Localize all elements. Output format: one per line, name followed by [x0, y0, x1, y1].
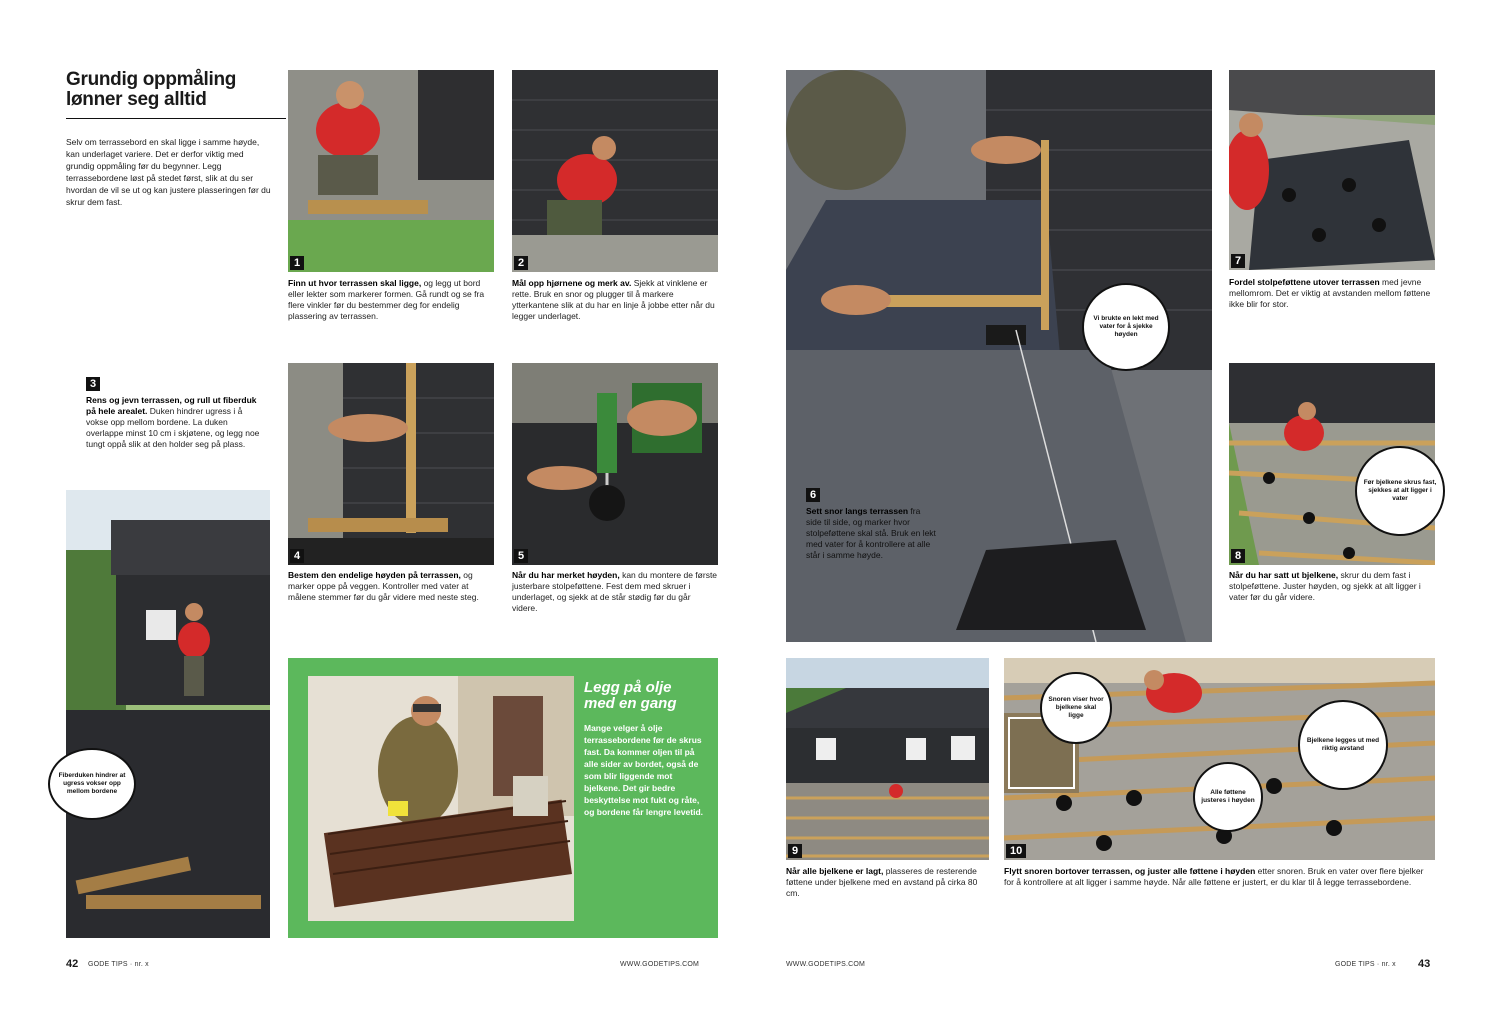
photo-step-4	[288, 363, 494, 565]
photo-step-7	[1229, 70, 1435, 270]
step-number-5: 5	[514, 549, 528, 563]
page-number-left: 42	[66, 958, 79, 970]
oil-tip-title: Legg på olje med en gang	[584, 679, 677, 712]
step-number-7: 7	[1231, 254, 1245, 268]
caption-step-3: Rens og jevn terrassen, og rull ut fiberduk på hele arealet. Duken hindrer ugress i å vokse opp mellom bordene. La duken overlappe minst 10 cm i skjøtene, og legg noe tungt oppå slik at den holder seg på plass.	[86, 395, 260, 449]
caption-step-8: Når du har satt ut bjelkene, skrur du dem fast i stolpeføttene. Juster høyden, og sjekk at alt ligger i vater før du går videre.	[1229, 570, 1421, 602]
step-number-3: 3	[86, 377, 100, 391]
callout-justering: Alle føttene justeres i høyden	[1193, 762, 1263, 832]
step-number-4: 4	[290, 549, 304, 563]
callout-bjelker: Bjelkene legges ut med riktig avstand	[1298, 700, 1388, 790]
page-number-right: 43	[1418, 958, 1431, 970]
step-number-9: 9	[788, 844, 802, 858]
magazine-label-right: GODE TIPS · nr. x	[1335, 961, 1396, 968]
magazine-label-left: GODE TIPS · nr. x	[88, 961, 149, 968]
oil-tip-box	[288, 658, 718, 938]
caption-step-7: Fordel stolpeføttene utover terrassen med jevne mellomrom. Det er viktig at avstanden mellom føttene ikke blir for stor.	[1229, 277, 1431, 309]
website-left: WWW.GODETIPS.COM	[620, 961, 700, 968]
callout-lekt-vater: Vi brukte en lekt med vater for å sjekke høyden	[1082, 283, 1170, 371]
photo-step-9	[786, 658, 989, 860]
photo-step-2	[512, 70, 718, 272]
intro-text: Selv om terrassebord en skal ligge i samme høyde, kan underlaget variere. Det er derfor viktig med grundig oppmåling før du begynner. Legg terrassebordene løst på stedet først, slik at du ser hvordan de vil se ut og kan justere plasseringen før du skrur dem fast.	[66, 137, 271, 207]
caption-step-9: Når alle bjelkene er lagt, plasseres de resterende føttene under bjelkene med en avstand på cirka 80 cm.	[786, 866, 978, 898]
step-number-2: 2	[514, 256, 528, 270]
step-number-8: 8	[1231, 549, 1245, 563]
caption-step-2: Mål opp hjørnene og merk av. Sjekk at vinklene er rette. Bruk en snor og plugger til å markere ytterkantene slik at du har en linje å jobbe etter når du legger underlaget.	[512, 278, 715, 321]
website-right: WWW.GODETIPS.COM	[786, 961, 866, 968]
caption-step-4: Bestem den endelige høyden på terrassen, og marker oppe på veggen. Kontroller med vater at målene stemmer før du går videre med neste steg.	[288, 570, 479, 602]
title-rule	[66, 118, 286, 119]
callout-vater-check: Før bjelkene skrus fast, sjekkes at alt ligger i vater	[1355, 446, 1445, 536]
caption-step-10: Flytt snoren bortover terrassen, og juster alle føttene i høyden etter snoren. Bruk en vater over flere bjelker for å kontrollere at alt ligger i samme høyde. Når alle føttene er justert, er du klar til å legge terrassebordene.	[1004, 866, 1424, 887]
step-number-10: 10	[1006, 844, 1026, 858]
photo-step-1	[288, 70, 494, 272]
caption-step-1: Finn ut hvor terrassen skal ligge, og legg ut bord eller lekter som markerer formen. Gå rundt og se fra flere vinkler før du bestemmer deg for endelig plassering av terrassen.	[288, 278, 485, 321]
step-number-1: 1	[290, 256, 304, 270]
callout-snoren: Snoren viser hvor bjelkene skal ligge	[1040, 672, 1112, 744]
caption-step-6: Sett snor langs terrassen fra side til side, og marker hvor stolpeføttene skal stå. Bruk en lekt med vater for å kontrollere at alle står i samme høyde.	[806, 506, 936, 560]
oil-tip-text: Mange velger å olje terrassebordene før de skrus fast. Da kommer oljen til på alle sider av bordet, også de som blir liggende mot bjelkene. Det gir bedre beskyttelse mot fukt og råte, og bordene får lengre levetid.	[584, 723, 704, 817]
step-number-6: 6	[806, 488, 820, 502]
photo-step-3	[66, 490, 270, 938]
page-title: Grundig oppmåling lønner seg alltid	[66, 69, 237, 110]
photo-step-5	[512, 363, 718, 565]
callout-fiberduk: Fiberduken hindrer at ugress vokser opp mellom bordene	[48, 748, 136, 820]
caption-step-5: Når du har merket høyden, kan du montere de første justerbare stolpeføttene. Fest dem med skruer i underlaget, og sjekk at de står stødig før du går videre.	[512, 570, 718, 613]
photo-oiling	[308, 676, 574, 921]
